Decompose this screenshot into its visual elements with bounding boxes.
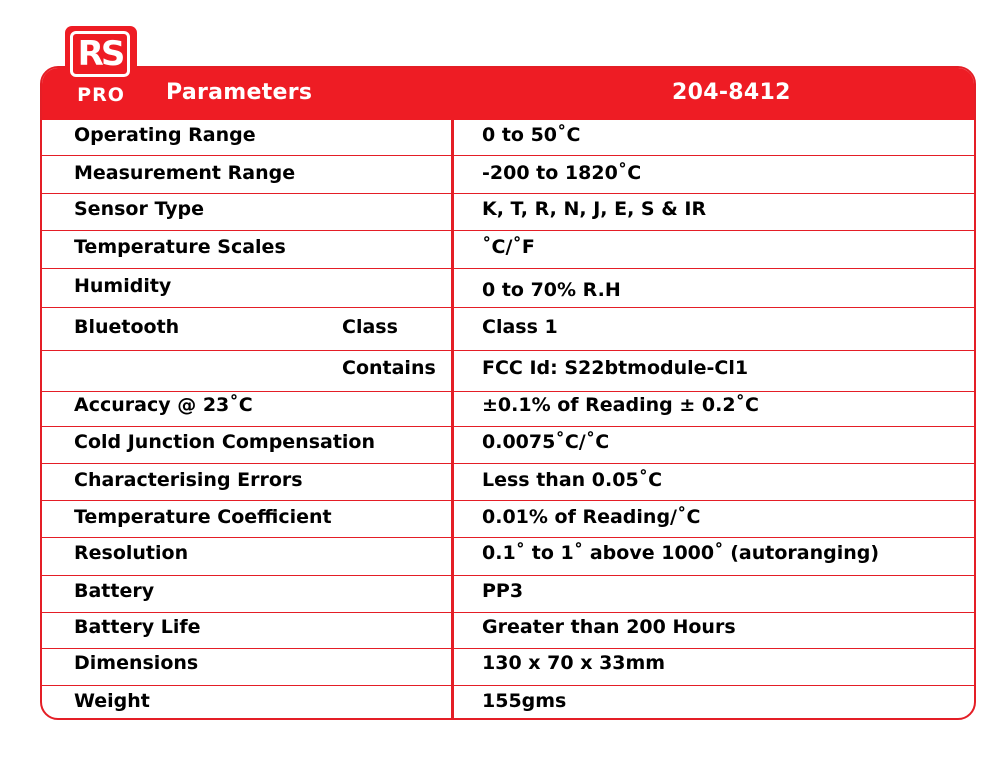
- header-part-number: 204-8412: [672, 80, 791, 105]
- table-row: [42, 231, 974, 269]
- table-row: [42, 686, 974, 720]
- parameter-sublabel: Class: [342, 316, 398, 338]
- parameter-value: ±0.1% of Reading ± 0.2˚C: [482, 394, 759, 416]
- table-row: [42, 194, 974, 231]
- parameter-value: Class 1: [482, 316, 558, 338]
- parameter-value: 130 x 70 x 33mm: [482, 652, 666, 674]
- logo-frame: [70, 31, 130, 77]
- parameter-value: 0 to 70% R.H: [482, 279, 621, 301]
- table-row: [42, 351, 974, 392]
- parameter-value: 0.0075˚C/˚C: [482, 431, 610, 453]
- parameter-value: 0 to 50˚C: [482, 124, 581, 146]
- parameter-label: Dimensions: [74, 652, 199, 674]
- parameter-sublabel: Contains: [342, 357, 436, 379]
- header-parameters: Parameters: [166, 80, 313, 105]
- logo-pro-text: PRO: [77, 84, 125, 106]
- parameter-label: Measurement Range: [74, 162, 296, 184]
- parameter-label: Characterising Errors: [74, 469, 303, 491]
- parameter-label: Temperature Coefficient: [74, 506, 332, 528]
- table-row: [42, 269, 974, 308]
- parameter-label: Sensor Type: [74, 198, 205, 220]
- table-row: [42, 120, 974, 156]
- parameter-label: Battery Life: [74, 616, 201, 638]
- parameter-label: Accuracy @ 23˚C: [74, 394, 253, 416]
- rs-pro-logo: [65, 26, 137, 112]
- parameter-label: Weight: [74, 690, 150, 712]
- table-row: [42, 392, 974, 427]
- table-row: [42, 613, 974, 649]
- parameter-value: PP3: [482, 580, 524, 602]
- table-row: [42, 649, 974, 686]
- parameter-value: Greater than 200 Hours: [482, 616, 736, 638]
- parameter-value: 0.01% of Reading/˚C: [482, 506, 701, 528]
- parameter-value: 155gms: [482, 690, 567, 712]
- table-row: [42, 464, 974, 501]
- parameter-value: K, T, R, N, J, E, S & IR: [482, 198, 707, 220]
- spec-table: [40, 66, 976, 720]
- logo-rs-text: RS: [77, 34, 123, 74]
- parameter-label: Resolution: [74, 542, 189, 564]
- parameter-label: Bluetooth: [74, 316, 180, 338]
- parameter-label: Temperature Scales: [74, 236, 286, 258]
- parameter-label: Operating Range: [74, 124, 256, 146]
- table-row: [42, 576, 974, 613]
- parameter-value: 0.1˚ to 1˚ above 1000˚ (autoranging): [482, 542, 880, 564]
- parameter-value: -200 to 1820˚C: [482, 162, 642, 184]
- table-row: [42, 308, 974, 351]
- table-row: [42, 156, 974, 194]
- table-row: [42, 501, 974, 538]
- table-header: [42, 68, 974, 120]
- parameter-label: Humidity: [74, 275, 172, 297]
- parameter-label: Battery: [74, 580, 155, 602]
- parameter-value: ˚C/˚F: [482, 236, 535, 258]
- table-row: [42, 538, 974, 576]
- parameter-value: FCC Id: S22btmodule-Cl1: [482, 357, 749, 379]
- parameter-value: Less than 0.05˚C: [482, 469, 663, 491]
- table-row: [42, 427, 974, 464]
- parameter-label: Cold Junction Compensation: [74, 431, 376, 453]
